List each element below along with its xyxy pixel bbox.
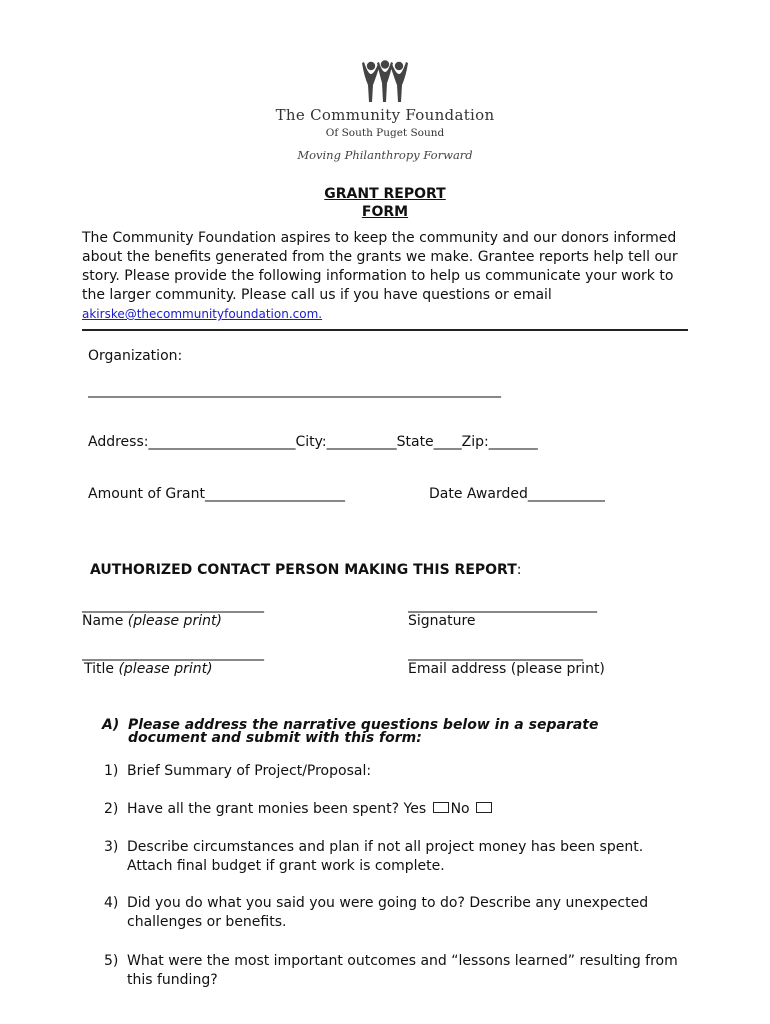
question-number: 1) [104,763,119,779]
form-title-line1: GRANT REPORT [324,186,446,202]
title-input-line[interactable]: __________________________ [82,645,264,661]
title-hint: (please print) [118,661,213,677]
date-awarded-field[interactable]: Date Awarded___________ [429,486,605,502]
section-a-instruction-line1: Please address the narrative questions below in a separate [128,717,599,733]
question-text: Did you do what you said you were going to do? Describe any unexpected challenges or benefits. [127,895,649,930]
no-label: No [450,801,470,817]
question-item [104,800,684,819]
question-number: 4) [104,895,119,911]
organization-input-line[interactable]: ___________________________________________________________ [88,382,501,398]
question-text: Have all the grant monies been spent? Yes [127,801,427,817]
question-number: 2) [104,801,119,817]
foundation-subname: Of South Puget Sound [325,127,445,139]
question-text: What were the most important outcomes and “lessons learned” resulting from this funding? [127,953,678,988]
intro-text: The Community Foundation aspires to keep the community and our donors informed about the benefits generated from the grants we make. Grantee reports help tell our story. Please provide the following information to help us communicate your work to the larger community. Please call us if you have questions or email [82,230,678,303]
name-label: Name (please print) [82,613,222,629]
organization-label: Organization: [88,348,183,364]
question-item [104,762,684,781]
contact-email-link[interactable]: akirske@thecommunityfoundation.com. [82,307,323,321]
section-divider [82,329,688,331]
contact-heading [90,562,521,578]
contact-heading-text: AUTHORIZED CONTACT PERSON MAKING THIS REPORT [90,562,517,578]
name-input-line[interactable]: __________________________ [82,597,264,613]
name-hint: (please print) [127,613,222,629]
question-number: 5) [104,953,119,969]
contact-heading-colon: : [516,562,522,578]
section-a-marker: A) [102,717,120,733]
form-title-line2: FORM [361,204,409,220]
signature-label: Signature [408,613,476,629]
question-item [104,952,684,990]
signature-input-line[interactable]: ___________________________ [408,597,597,613]
no-checkbox[interactable] [476,802,492,813]
foundation-logo [250,60,520,175]
yes-checkbox[interactable] [433,802,449,813]
section-a-instruction-line2: document and submit with this form: [128,730,422,746]
question-spent-row [127,800,684,819]
question-text: Describe circumstances and plan if not all project money has been spent. Attach final budget if grant work is complete. [127,839,644,874]
address-city-state-zip-field[interactable]: Address:_____________________City:__________State____Zip:_______ [88,434,538,450]
question-item [104,838,684,876]
three-people-figures-icon [355,60,415,104]
title-label: Title (please print) [84,661,213,677]
email-input-line[interactable]: _________________________ [408,645,583,661]
question-text: Brief Summary of Project/Proposal: [127,763,372,779]
intro-paragraph [82,229,682,324]
question-item [104,894,684,932]
amount-of-grant-field[interactable]: Amount of Grant____________________ [88,486,345,502]
email-address-label: Email address (please print) [408,661,605,677]
foundation-tagline: Moving Philanthropy Forward [297,148,473,162]
question-number: 3) [104,839,119,855]
foundation-name: The Community Foundation [275,106,495,124]
